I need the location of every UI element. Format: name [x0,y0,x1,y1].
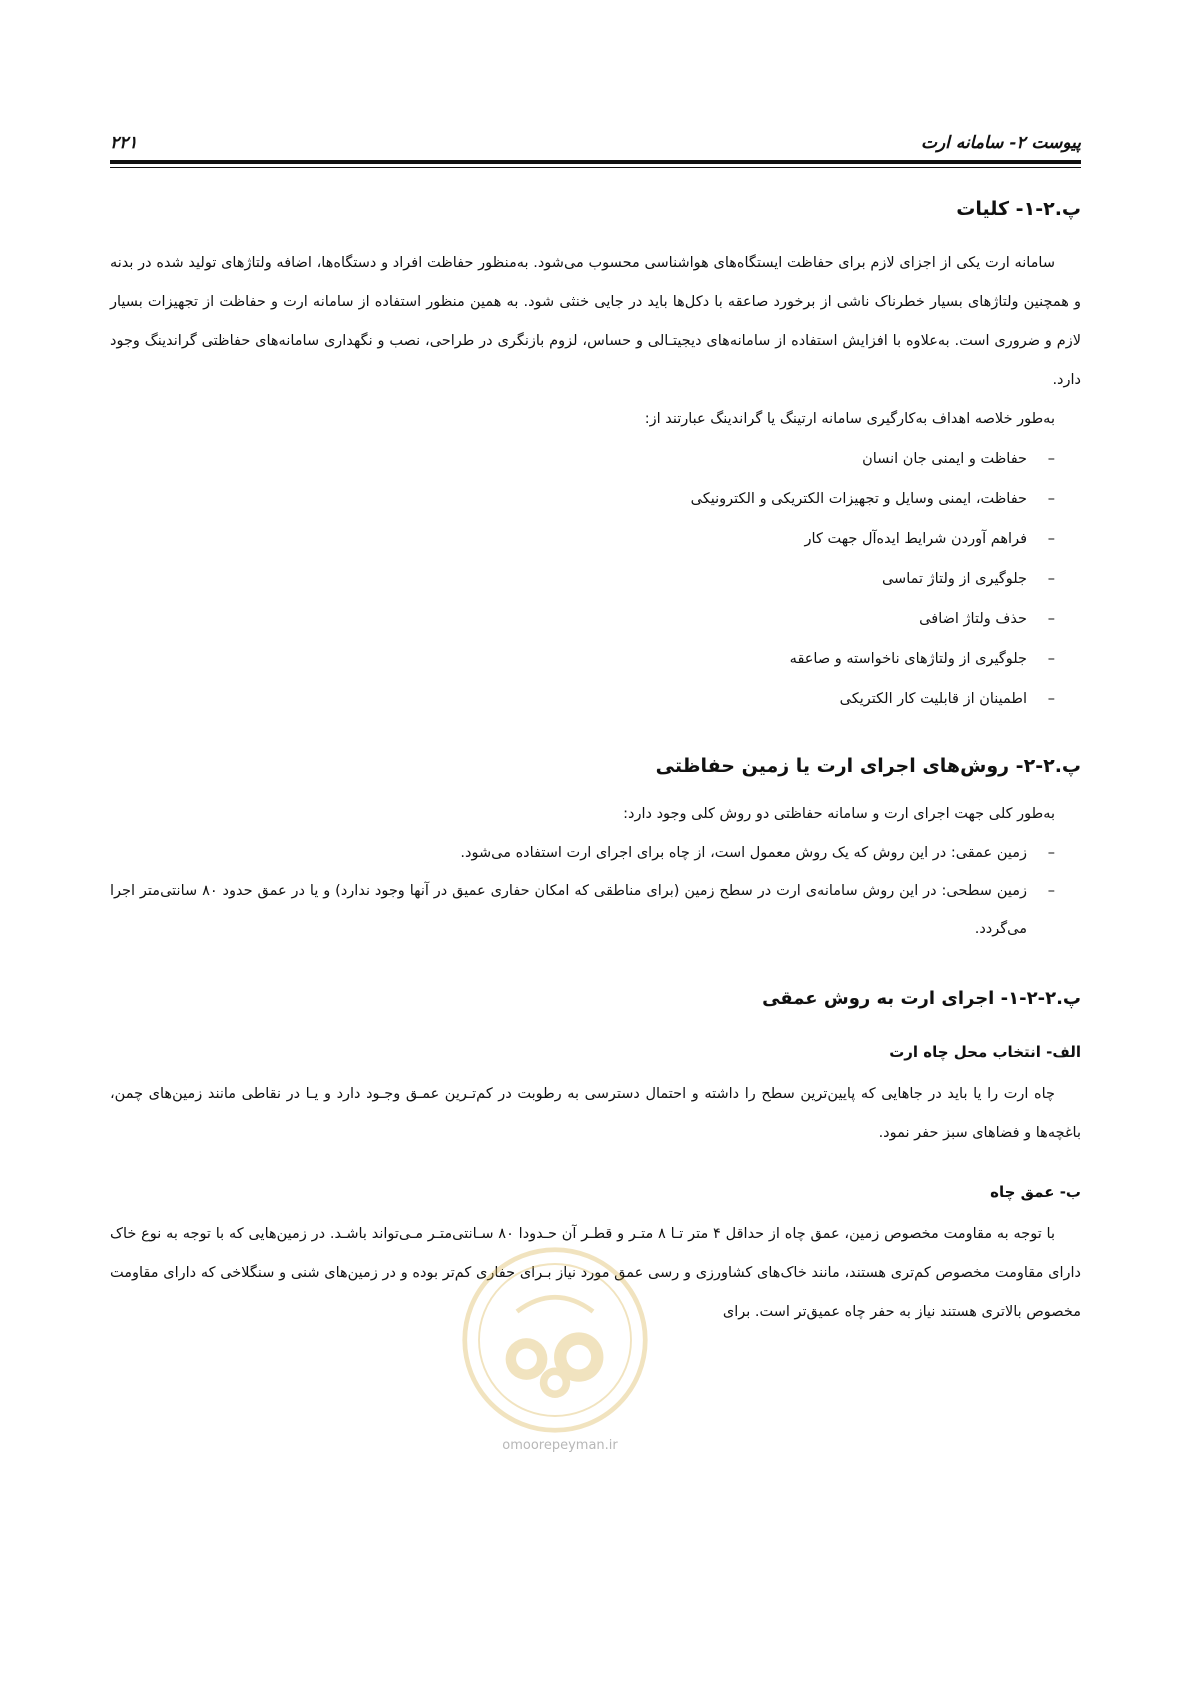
list-item: – زمین عمقی: در این روش که یک روش معمول است، از چاه برای اجرای ارت استفاده می‌شود. [110,834,1055,872]
page-header [110,128,1081,158]
list-item: – جلوگیری از ولتاژ تماسی [110,559,1055,599]
dash-marker: – [1047,883,1055,899]
subsection-heading-deep-earth: پ.۲-۲-۱- اجرای ارت به روش عمقی [762,988,1081,1009]
list-item: – حذف ولتاژ اضافی [110,599,1055,639]
list-item: – زمین سطحی: در این روش سامانه‌ی ارت در سطح زمین (برای مناطقی که امکان حفاری عمیق در آنها وجود ندارد) و یا در عمق حدود ۸۰ سانتی‌متر اجرا می‌گردد. [110,872,1055,948]
section-heading-generalities: پ.۲-۱- کلیات [956,198,1081,220]
dash-marker: – [1047,531,1055,547]
list-item: – حفاظت و ایمنی جان انسان [110,439,1055,479]
page-number: ۲۲۱ [110,133,138,153]
section-heading-methods: پ.۲-۲- روش‌های اجرای ارت یا زمین حفاظتی [655,755,1081,777]
dash-marker: – [1047,651,1055,667]
methods-list [110,834,1081,948]
dash-marker: – [1047,845,1055,861]
paragraph-well-location: چاه ارت را یا باید در جاهایی که پایین‌ترین سطح را داشته و احتمال دسترسی به رطوبت در کم‌تـرین عمـق وجـود دارد و یـا در نقاطی مانند زمین‌های چمن، باغچه‌ها و فضاهای سبز حفر نمود. [110,1086,1081,1141]
objectives-list [110,439,1081,719]
paragraph-well-depth: با توجه به مقاومت مخصوص زمین، عمق چاه از حداقل ۴ متر تـا ۸ متـر و قطـر آن حـدودا ۸۰ سـانتی‌متـر مـی‌تواند باشـد. در زمین‌هایی که با توجه به نوع خاک دارای مقاومت مخصوص کم‌تری هستند، مانند خاک‌های کشاورزی و رسی عمق مورد نیاز بـرای حفاری کم‌تر بوده و در زمین‌های شنی و سنگلاخی که دارای مقاومت مخصوص بالاتری هستند نیاز به حفر چاه عمیق‌تر است. برای [110,1226,1081,1320]
dash-marker: – [1047,691,1055,707]
dash-marker: – [1047,611,1055,627]
dash-marker: – [1047,571,1055,587]
list-item: – حفاظت، ایمنی وسایل و تجهیزات الکتریکی و الکترونیکی [110,479,1055,519]
paragraph-generalities: سامانه ارت یکی از اجزای لازم برای حفاظت ایستگاه‌های هواشناسی محسوب می‌شود. به‌منظور حفاظت افراد و دستگاه‌ها، اضافه ولتاژهای تولید شده در بدنه و همچنین ولتاژهای بسیار خطرناک ناشی از برخورد صاعقه با دکل‌ها باید در جایی خنثی شود. به همین منظور استفاده از سامانه ارت و حفاظت از تجهیزات بسیار لازم و ضروری است. به‌علاوه با افزایش استفاده از سامانه‌های دیجیتـالی و حساس، لزوم بازنگری در طراحی، نصب و نگهداری سامانه‌های حفاظتی گراندینگ وجود دارد. [110,255,1081,388]
header-rule [110,160,1081,164]
list-item: – فراهم آوردن شرایط ایده‌آل جهت کار [110,519,1055,559]
running-title: پیوست ۲- سامانه ارت [920,133,1081,153]
watermark-url: omoorepeyman.ir [502,1438,618,1453]
list-item: – اطمینان از قابلیت کار الکتریکی [110,679,1055,719]
dash-marker: – [1047,451,1055,467]
item-heading-well-location: الف- انتخاب محل چاه ارت [889,1043,1081,1061]
methods-lead: به‌طور کلی جهت اجرای ارت و سامانه حفاظتی دو روش کلی وجود دارد: [623,806,1055,822]
item-heading-well-depth: ب- عمق چاه [990,1183,1081,1201]
header-rule-thin [110,167,1081,168]
list-item: – جلوگیری از ولتاژهای ناخواسته و صاعقه [110,639,1055,679]
page-content [110,188,1081,1332]
dash-marker: – [1047,491,1055,507]
objectives-lead: به‌طور خلاصه اهداف به‌کارگیری سامانه ارتینگ یا گراندینگ عبارتند از: [644,411,1055,427]
